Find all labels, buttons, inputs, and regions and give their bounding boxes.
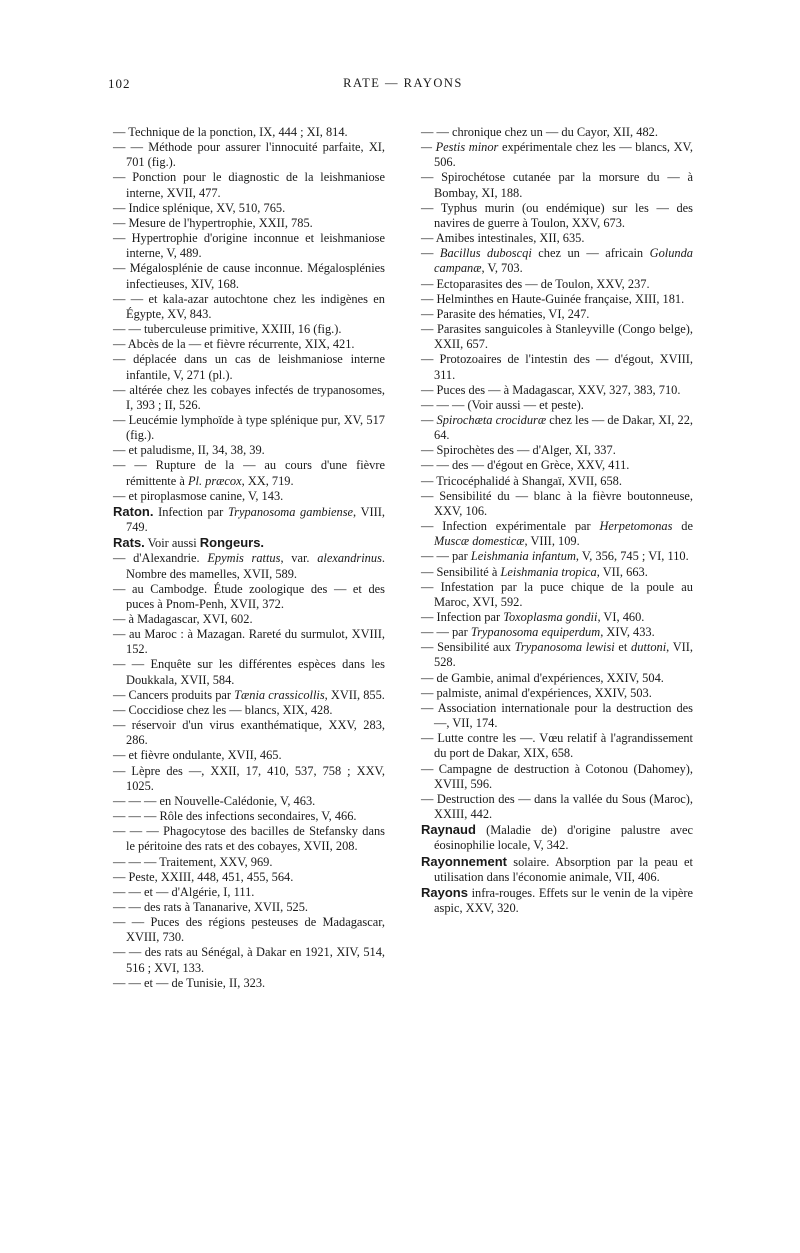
entry-text: — de Gambie, animal d'expériences, XXIV, 504. bbox=[421, 670, 664, 685]
entry-headword: Raynaud bbox=[421, 822, 476, 838]
entry-text: — Sensibilité à bbox=[421, 564, 501, 579]
entry-text: (Maladie de) d'origine palustre avec éosinophilie locale, V, 342. bbox=[434, 823, 693, 853]
entry-text: solaire. Absorption par la peau et utilisation dans l'économie animale, VII, 406. bbox=[434, 854, 693, 884]
index-entry bbox=[113, 794, 385, 809]
entry-text: — — Méthode pour assurer l'innocuité parfaite, XI, 701 (fig.). bbox=[113, 140, 385, 170]
index-entry bbox=[421, 686, 693, 701]
entry-text: infra-rouges. Effets sur le venin de la vipère aspic, XXV, 320. bbox=[434, 885, 693, 915]
entry-text: — — Puces des régions pesteuses de Madagascar, XVIII, 730. bbox=[113, 915, 385, 945]
entry-text: — Hypertrophie d'origine inconnue et leishmaniose interne, V, 489. bbox=[113, 231, 385, 261]
entry-text: — Infestation par la puce chique de la poule au Maroc, XVI, 592. bbox=[421, 579, 693, 609]
entry-italic: Spirochæta crociduræ bbox=[436, 412, 547, 427]
index-entry bbox=[113, 718, 385, 748]
index-entry bbox=[113, 125, 385, 140]
right-column bbox=[421, 125, 693, 916]
index-entry bbox=[113, 748, 385, 763]
page-number: 102 bbox=[108, 76, 131, 91]
entry-text: chez un — africain bbox=[531, 246, 650, 261]
entry-text: — et piroplasmose canine, V, 143. bbox=[113, 488, 284, 503]
entry-italic: Leishmania tropica bbox=[500, 564, 597, 579]
index-entry bbox=[113, 855, 385, 870]
entry-text: — et fièvre ondulante, XVII, 465. bbox=[113, 748, 282, 763]
entry-text: — Abcès de la — et fièvre récurrente, XIX, 421. bbox=[113, 337, 355, 352]
index-entry bbox=[421, 352, 693, 382]
entry-text: — Peste, XXIII, 448, 451, 455, 564. bbox=[113, 869, 294, 884]
entry-text: — Infection par bbox=[421, 610, 504, 624]
entry-text: — Typhus murin (ou endémique) sur les — des navires de guerre à Toulon, XXV, 673. bbox=[421, 200, 693, 230]
entry-text: — Amibes intestinales, XII, 635. bbox=[421, 231, 585, 246]
index-entry bbox=[113, 915, 385, 945]
entry-text: — — des rats au Sénégal, à Dakar en 1921, XIV, 514, 516 ; XVI, 133. bbox=[113, 945, 385, 975]
index-entry bbox=[421, 246, 693, 276]
entry-text: — au Maroc : à Mazagan. Rareté du surmulot, XVIII, 152. bbox=[113, 627, 385, 657]
entry-italic: Bacillus duboscqi bbox=[439, 246, 532, 261]
entry-text: — Destruction des — dans la vallée du Sous (Maroc), XXIII, 442. bbox=[421, 791, 693, 822]
entry-italic: Trypanosoma gambiense bbox=[227, 504, 354, 519]
entry-italic: Toxoplasma gondii bbox=[503, 610, 598, 624]
index-entry bbox=[421, 170, 693, 200]
entry-headword: Raton. bbox=[113, 503, 154, 519]
index-entry bbox=[421, 701, 693, 731]
entry-text: — — des — d'égout en Grèce, XXV, 411. bbox=[421, 458, 630, 473]
entry-text: — — et — d'Algérie, I, 111. bbox=[113, 884, 255, 899]
entry-text: chez les — de Dakar, XI, 22, 64. bbox=[434, 412, 694, 443]
index-entry bbox=[421, 383, 693, 398]
index-entry bbox=[113, 231, 385, 261]
index-entry bbox=[421, 140, 693, 170]
entry-text: — Puces des — à Madagascar, XXV, 327, 383, 710. bbox=[421, 382, 681, 397]
entry-text: — Lèpre des —, XXII, 17, 410, 537, 758 ; XXV, 1025. bbox=[113, 763, 385, 793]
page-header bbox=[108, 76, 698, 96]
entry-text: — altérée chez les cobayes infectés de trypanosomes, I, 393 ; II, 526. bbox=[113, 382, 385, 412]
index-entry bbox=[421, 640, 693, 670]
entry-text: — Spirochètes des — d'Alger, XI, 337. bbox=[421, 443, 616, 458]
entry-text: — — et kala-azar autochtone chez les indigènes en Égypte, XV, 843. bbox=[113, 291, 385, 321]
entry-text: , XX, 719. bbox=[241, 473, 294, 488]
entry-text: — Sensibilité du — blanc à la fièvre boutonneuse, XXV, 106. bbox=[421, 488, 693, 518]
entry-text: — Protozoaires de l'intestin des — d'égout, XVIII, 311. bbox=[421, 352, 693, 382]
entry-text: — — — Rôle des infections secondaires, V, 466. bbox=[113, 809, 357, 824]
entry-text: — — — (Voir aussi — et peste). bbox=[421, 397, 584, 412]
entry-text: — Lutte contre les —. Vœu relatif à l'agrandissement du port de Dakar, XIX, 658. bbox=[421, 731, 693, 761]
index-entry bbox=[113, 945, 385, 975]
entry-text: — Association internationale pour la destruction des —, VII, 174. bbox=[421, 700, 693, 731]
entry-italic: duttoni bbox=[631, 640, 667, 655]
entry-text: — d'Alexandrie. bbox=[113, 551, 208, 566]
index-entry bbox=[113, 413, 385, 443]
entry-text: , VIII, 109. bbox=[524, 534, 580, 549]
entry-text: — et paludisme, II, 34, 38, 39. bbox=[113, 443, 265, 458]
index-entry bbox=[421, 322, 693, 352]
index-entry bbox=[113, 551, 385, 581]
index-entry bbox=[421, 565, 693, 580]
entry-text: — Indice splénique, XV, 510, 765. bbox=[113, 200, 286, 215]
entry-text: — Coccidiose chez les — blancs, XIX, 428. bbox=[113, 702, 333, 717]
entry-text: — — Rupture de la — au cours d'une fièvre rémittente à bbox=[113, 458, 385, 488]
entry-text: — Technique de la ponction, IX, 444 ; XI, 814. bbox=[113, 125, 348, 139]
entry-text: — à Madagascar, XVI, 602. bbox=[113, 612, 253, 626]
index-entry bbox=[421, 792, 693, 822]
entry-text: — Helminthes en Haute-Guinée française, XIII, 181. bbox=[421, 291, 685, 306]
index-entry bbox=[421, 125, 693, 140]
index-entry bbox=[113, 170, 385, 200]
entry-italic: alexandrinus bbox=[317, 551, 382, 566]
entry-text: , VI, 460. bbox=[597, 610, 645, 624]
index-entry bbox=[113, 383, 385, 413]
entry-text: . Nombre des mamelles, XVII, 589. bbox=[126, 551, 385, 581]
entry-italic: Trypanosoma lewisi bbox=[514, 640, 615, 655]
index-entry bbox=[421, 885, 693, 916]
entry-text: — Mégalosplénie de cause inconnue. Mégalosplénies infectieuses, XIV, 168. bbox=[113, 261, 385, 291]
entry-text: et bbox=[614, 640, 632, 655]
index-entry bbox=[421, 458, 693, 473]
index-entry bbox=[421, 671, 693, 686]
index-entry bbox=[113, 870, 385, 885]
running-title: RATE — RAYONS bbox=[343, 76, 463, 90]
index-entry bbox=[113, 976, 385, 991]
index-entry bbox=[421, 762, 693, 792]
index-entry bbox=[113, 458, 385, 488]
entry-text: — Ponction pour le diagnostic de la leishmaniose interne, XVII, 477. bbox=[113, 170, 385, 200]
index-entry bbox=[113, 612, 385, 627]
index-entry bbox=[421, 413, 693, 443]
index-entry bbox=[113, 764, 385, 794]
index-entry bbox=[421, 398, 693, 413]
entry-text: — Parasite des hématies, VI, 247. bbox=[421, 306, 590, 321]
index-entry bbox=[113, 900, 385, 915]
entry-text: — Ectoparasites des — de Toulon, XXV, 237. bbox=[421, 276, 650, 291]
entry-text: — réservoir d'un virus exanthématique, XXV, 283, 286. bbox=[113, 718, 385, 748]
entry-text: — bbox=[421, 246, 440, 261]
index-entry bbox=[421, 292, 693, 307]
index-entry bbox=[113, 535, 385, 551]
entry-text: — — chronique chez un — du Cayor, XII, 482. bbox=[421, 125, 658, 139]
index-entry bbox=[421, 854, 693, 885]
entry-italic: — Pestis minor bbox=[421, 140, 499, 155]
entry-text: — Sensibilité aux bbox=[421, 640, 515, 655]
entry-italic: Muscæ domesticæ bbox=[434, 534, 525, 549]
entry-italic: Pl. præcox bbox=[187, 473, 242, 488]
entry-text: — — par bbox=[421, 549, 471, 564]
entry-text: — — et — de Tunisie, II, 323. bbox=[113, 975, 266, 990]
index-entry bbox=[113, 140, 385, 170]
index-entry bbox=[421, 443, 693, 458]
index-entry bbox=[113, 322, 385, 337]
index-entry bbox=[421, 610, 693, 625]
index-entry bbox=[113, 627, 385, 657]
index-entry bbox=[113, 824, 385, 854]
index-entry bbox=[421, 201, 693, 231]
index-entry bbox=[113, 201, 385, 216]
entry-text: — bbox=[421, 412, 437, 427]
entry-text: — Tricocéphalidé à Shangaï, XVII, 658. bbox=[421, 473, 622, 488]
entry-text: — — des rats à Tananarive, XVII, 525. bbox=[113, 899, 309, 914]
index-entry bbox=[113, 216, 385, 231]
entry-italic: Tænia crassicollis bbox=[234, 687, 325, 702]
index-entry bbox=[113, 337, 385, 352]
entry-text: — — Enquête sur les différentes espèces dans les Doukkala, XVII, 584. bbox=[113, 657, 385, 687]
entry-text: — Cancers produits par bbox=[113, 687, 235, 702]
index-entry bbox=[421, 474, 693, 489]
entry-headword: Rats. bbox=[113, 535, 145, 551]
left-column bbox=[113, 125, 385, 991]
entry-text: , VII, 663. bbox=[596, 564, 648, 579]
index-entry bbox=[113, 504, 385, 535]
entry-text: — — par bbox=[421, 625, 471, 640]
index-entry bbox=[113, 657, 385, 687]
entry-italic: Trypanosoma equiperdum bbox=[470, 625, 601, 640]
index-entry bbox=[421, 549, 693, 564]
index-entry bbox=[421, 277, 693, 292]
entry-text: de bbox=[672, 519, 693, 534]
entry-text: — Campagne de destruction à Cotonou (Dahomey), XVIII, 596. bbox=[421, 761, 693, 791]
index-entry bbox=[421, 580, 693, 610]
entry-text: expérimentale chez les — blancs, XV, 506. bbox=[434, 140, 693, 170]
entry-text: — Leucémie lymphoïde à type splénique pur, XV, 517 (fig.). bbox=[113, 412, 385, 443]
index-entry bbox=[113, 582, 385, 612]
index-entry bbox=[113, 261, 385, 291]
entry-text: — Parasites sanguicoles à Stanleyville (Congo belge), XXII, 657. bbox=[421, 322, 693, 352]
index-entry bbox=[113, 809, 385, 824]
index-entry bbox=[113, 688, 385, 703]
entry-text: — Spirochétose cutanée par la morsure du — à Bombay, XI, 188. bbox=[421, 170, 693, 200]
index-entry bbox=[421, 519, 693, 549]
entry-headword: Rayons bbox=[421, 884, 468, 900]
entry-text: — déplacée dans un cas de leishmaniose interne infantile, V, 271 (pl.). bbox=[113, 352, 385, 382]
entry-text: — palmiste, animal d'expériences, XXIV, 503. bbox=[421, 685, 652, 700]
entry-text: , XIV, 433. bbox=[600, 625, 655, 640]
index-entry bbox=[421, 822, 693, 853]
entry-text: Voir aussi bbox=[144, 536, 200, 551]
entry-text: , V, 703. bbox=[481, 261, 523, 276]
index-entry bbox=[421, 489, 693, 519]
entry-text: , VII, 528. bbox=[434, 640, 694, 670]
entry-headword: Rayonnement bbox=[421, 853, 507, 869]
index-entry bbox=[113, 703, 385, 718]
entry-text: , V, 356, 745 ; VI, 110. bbox=[575, 549, 689, 564]
entry-text: , var. bbox=[280, 551, 318, 566]
index-entry bbox=[421, 307, 693, 322]
entry-text: , VIII, 749. bbox=[126, 504, 385, 535]
entry-text: — — — en Nouvelle-Calédonie, V, 463. bbox=[113, 793, 316, 808]
index-entry bbox=[113, 443, 385, 458]
entry-text: — Infection expérimentale par bbox=[421, 519, 600, 534]
entry-text: — — — Traitement, XXV, 969. bbox=[113, 854, 273, 869]
entry-text: Infection par bbox=[153, 504, 228, 519]
entry-italic: Herpetomonas bbox=[599, 519, 673, 534]
entry-italic: Leishmania infantum bbox=[470, 549, 576, 564]
index-entry bbox=[113, 292, 385, 322]
entry-italic: Epymis rattus bbox=[207, 551, 281, 566]
index-entry bbox=[113, 352, 385, 382]
entry-text: — — tuberculeuse primitive, XXIII, 16 (fig.). bbox=[113, 322, 342, 337]
index-entry bbox=[421, 731, 693, 761]
index-entry bbox=[421, 231, 693, 246]
entry-text: — — — Phagocytose des bacilles de Stefansky dans le péritoine des rats et des cobayes, XVII, 208. bbox=[113, 824, 385, 854]
index-entry bbox=[113, 885, 385, 900]
index-entry bbox=[113, 489, 385, 504]
entry-text: — Mesure de l'hypertrophie, XXII, 785. bbox=[113, 215, 313, 230]
entry-headword: Rongeurs. bbox=[199, 535, 265, 551]
index-entry bbox=[421, 625, 693, 640]
entry-italic: Golunda campanæ bbox=[434, 246, 693, 276]
entry-text: — au Cambodge. Étude zoologique des — et des puces à Pnom-Penh, XVII, 372. bbox=[113, 581, 385, 611]
entry-text: , XVII, 855. bbox=[324, 687, 385, 702]
